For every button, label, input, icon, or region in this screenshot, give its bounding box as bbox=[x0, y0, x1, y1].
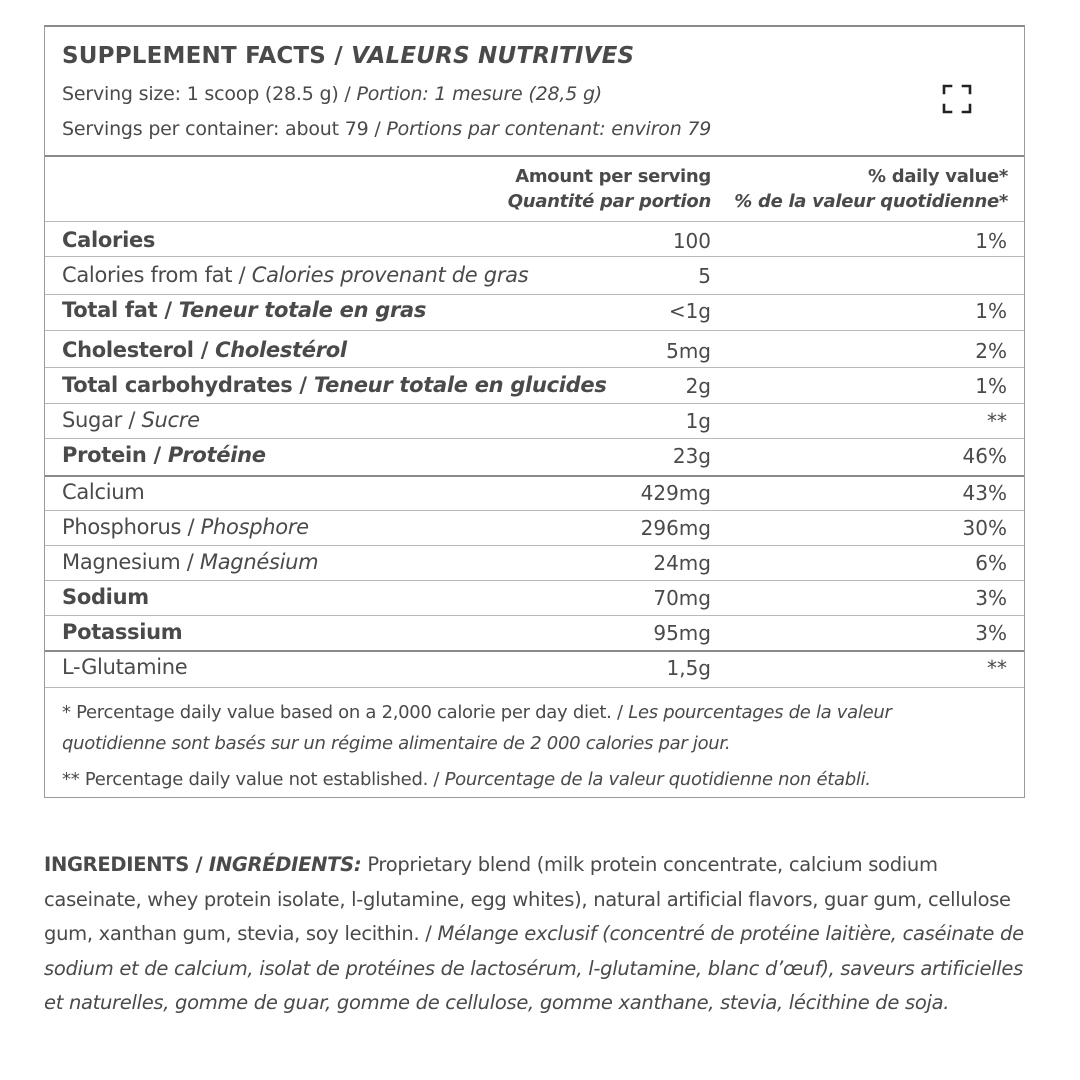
separator: / bbox=[157, 298, 179, 322]
nutrient-name-fr: Cholestérol bbox=[215, 338, 347, 362]
footnote-daily-value-basis bbox=[62, 697, 892, 728]
nutrient-daily-value: 1% bbox=[975, 374, 1007, 398]
nutrient-name bbox=[62, 408, 200, 432]
nutrient-name-en: Calories bbox=[62, 228, 156, 252]
nutrient-name-en: Magnesium bbox=[62, 550, 181, 574]
nutrient-daily-value: 30% bbox=[962, 516, 1007, 540]
nutrient-name-fr: Protéine bbox=[167, 443, 266, 467]
table-row bbox=[45, 227, 1024, 262]
table-row bbox=[45, 619, 1024, 654]
amount-header-en: Amount per serving bbox=[515, 166, 711, 187]
nutrient-amount: 24mg bbox=[653, 551, 711, 575]
nutrient-daily-value: ** bbox=[987, 656, 1007, 680]
nutrient-amount: 1,5g bbox=[666, 656, 711, 680]
nutrient-name-fr: Teneur totale en glucides bbox=[313, 373, 607, 397]
separator: / bbox=[193, 338, 216, 362]
servings-per-container-en: Servings per container: about 79 bbox=[62, 118, 369, 140]
table-row bbox=[45, 654, 1024, 689]
nutrient-name bbox=[62, 443, 266, 467]
daily-value-column-header bbox=[734, 164, 1008, 214]
nutrient-name bbox=[62, 550, 318, 574]
amount-column-header bbox=[508, 164, 711, 214]
separator: / bbox=[189, 853, 209, 876]
separator: / bbox=[292, 373, 314, 397]
nutrient-daily-value: ** bbox=[987, 409, 1007, 433]
nutrient-name-en: Cholesterol bbox=[62, 338, 194, 362]
table-row bbox=[45, 549, 1024, 584]
nutrient-name-en: Phosphorus bbox=[62, 515, 182, 539]
nutrient-name bbox=[62, 585, 149, 609]
dv-header-fr: % de la valeur quotidienne* bbox=[734, 191, 1008, 212]
footnote-daily-value-basis-cont bbox=[62, 728, 730, 759]
serving-size-en: Serving size: 1 scoop (28.5 g) bbox=[62, 83, 339, 105]
nutrient-amount: 429mg bbox=[640, 481, 711, 505]
servings-per-container bbox=[62, 118, 711, 140]
nutrient-amount: 70mg bbox=[653, 586, 711, 610]
nutrient-daily-value: 6% bbox=[975, 551, 1007, 575]
nutrient-amount: 100 bbox=[672, 229, 711, 253]
ingredients-title bbox=[44, 853, 361, 876]
ingredients-title-fr: INGRÉDIENTS: bbox=[208, 853, 362, 876]
separator: / bbox=[121, 408, 142, 432]
footnote1-en: * Percentage daily value based on a 2,000 calorie per day diet. bbox=[62, 702, 612, 723]
table-row bbox=[45, 407, 1024, 442]
separator: / bbox=[419, 922, 438, 946]
nutrient-amount: <1g bbox=[668, 299, 711, 323]
nutrient-name-en: Total fat bbox=[62, 298, 158, 322]
nutrient-name bbox=[62, 655, 187, 679]
table-row bbox=[45, 514, 1024, 549]
supplement-facts-panel bbox=[44, 25, 1025, 798]
separator: / bbox=[180, 550, 200, 574]
nutrient-name-en: Potassium bbox=[62, 620, 183, 644]
nutrient-name-fr: Magnésium bbox=[199, 550, 319, 574]
nutrient-amount: 296mg bbox=[640, 516, 711, 540]
separator: / bbox=[428, 769, 445, 790]
nutrient-daily-value: 46% bbox=[962, 444, 1007, 468]
table-row bbox=[45, 372, 1024, 407]
separator: / bbox=[611, 702, 629, 723]
nutrient-name-en: Protein bbox=[62, 443, 147, 467]
ingredients-title-en: INGREDIENTS bbox=[44, 853, 190, 876]
title-en: SUPPLEMENT FACTS bbox=[62, 43, 327, 69]
nutrient-amount: 23g bbox=[672, 444, 711, 468]
nutrient-name bbox=[62, 298, 426, 322]
ingredients-section bbox=[44, 848, 1028, 1021]
facts-title bbox=[62, 43, 634, 69]
nutrient-daily-value: 3% bbox=[975, 621, 1007, 645]
nutrient-daily-value: 2% bbox=[975, 339, 1007, 363]
nutrient-amount: 5 bbox=[698, 264, 711, 288]
footnote1-fr-part1: Les pourcentages de la valeur bbox=[628, 702, 892, 723]
nutrient-daily-value: 3% bbox=[975, 586, 1007, 610]
amount-header-fr: Quantité par portion bbox=[507, 191, 711, 212]
nutrient-amount: 1g bbox=[685, 409, 711, 433]
nutrient-amount: 5mg bbox=[666, 339, 711, 363]
separator: / bbox=[181, 515, 201, 539]
nutrient-name bbox=[62, 373, 607, 397]
separator: / bbox=[368, 118, 387, 140]
nutrient-name-en: Calories from fat bbox=[62, 263, 233, 287]
nutrient-name bbox=[62, 515, 309, 539]
table-row bbox=[45, 479, 1024, 514]
nutrient-name bbox=[62, 228, 155, 252]
nutrient-name-en: L-Glutamine bbox=[62, 655, 188, 679]
footnote-not-established bbox=[62, 764, 871, 795]
nutrient-name-en: Sodium bbox=[62, 585, 149, 609]
nutrient-name-en: Calcium bbox=[62, 480, 145, 504]
expand-icon[interactable] bbox=[942, 84, 972, 114]
header-divider bbox=[45, 155, 1024, 157]
table-row bbox=[45, 584, 1024, 619]
separator: / bbox=[338, 83, 357, 105]
facts-header bbox=[45, 27, 1024, 155]
nutrient-amount: 95mg bbox=[653, 621, 711, 645]
nutrient-name-fr: Teneur totale en gras bbox=[178, 298, 427, 322]
table-row bbox=[45, 442, 1024, 479]
table-row bbox=[45, 297, 1024, 337]
footnote1-fr-part2: quotidienne sont basés sur un régime alimentaire de 2 000 calories par jour. bbox=[62, 733, 731, 754]
expand-icon-glyph bbox=[942, 84, 972, 114]
nutrient-name bbox=[62, 338, 347, 362]
ingredients-text-en: Proprietary blend (milk protein concentrate, calcium sodium caseinate, whey protein isolate, l-glutamine, egg whites), natural artificial flavors, guar gum, cellulose gum, xanthan gum, stevia, soy lecithin. bbox=[44, 853, 1011, 946]
nutrient-name bbox=[62, 620, 182, 644]
footnote2-fr: Pourcentage de la valeur quotidienne non établi. bbox=[444, 769, 871, 790]
row-divider bbox=[45, 221, 1024, 222]
nutrient-name bbox=[62, 263, 528, 287]
nutrient-name-fr: Phosphore bbox=[200, 515, 309, 539]
serving-size bbox=[62, 83, 602, 105]
nutrient-daily-value: 1% bbox=[975, 299, 1007, 323]
nutrient-name-fr: Sucre bbox=[141, 408, 200, 432]
nutrient-amount: 2g bbox=[685, 374, 711, 398]
servings-per-container-fr: Portions par contenant: environ 79 bbox=[386, 118, 712, 140]
table-row bbox=[45, 337, 1024, 372]
nutrient-name-fr: Calories provenant de gras bbox=[251, 263, 529, 287]
nutrient-daily-value: 1% bbox=[975, 229, 1007, 253]
footnote2-en: ** Percentage daily value not established. bbox=[62, 769, 428, 790]
separator: / bbox=[232, 263, 252, 287]
serving-size-fr: Portion: 1 mesure (28,5 g) bbox=[356, 83, 603, 105]
nutrient-daily-value: 43% bbox=[962, 481, 1007, 505]
dv-header-en: % daily value* bbox=[868, 166, 1008, 187]
title-fr: VALEURS NUTRITIVES bbox=[351, 43, 635, 69]
title-separator: / bbox=[326, 43, 352, 69]
ingredients-text-fr: Mélange exclusif (concentré de protéine laitière, caséinate de sodium et de calcium, isolat de protéines de lactosérum, l-glutamine, blanc d’œuf), saveurs artificielles et naturelles, gomme de guar, gomme de cellulose, gomme xanthane, stevia, lécithine de soja. bbox=[44, 922, 1024, 1015]
table-row bbox=[45, 262, 1024, 297]
nutrient-name-en: Total carbohydrates bbox=[62, 373, 293, 397]
nutrient-name bbox=[62, 480, 144, 504]
nutrient-name-en: Sugar bbox=[62, 408, 122, 432]
separator: / bbox=[146, 443, 168, 467]
